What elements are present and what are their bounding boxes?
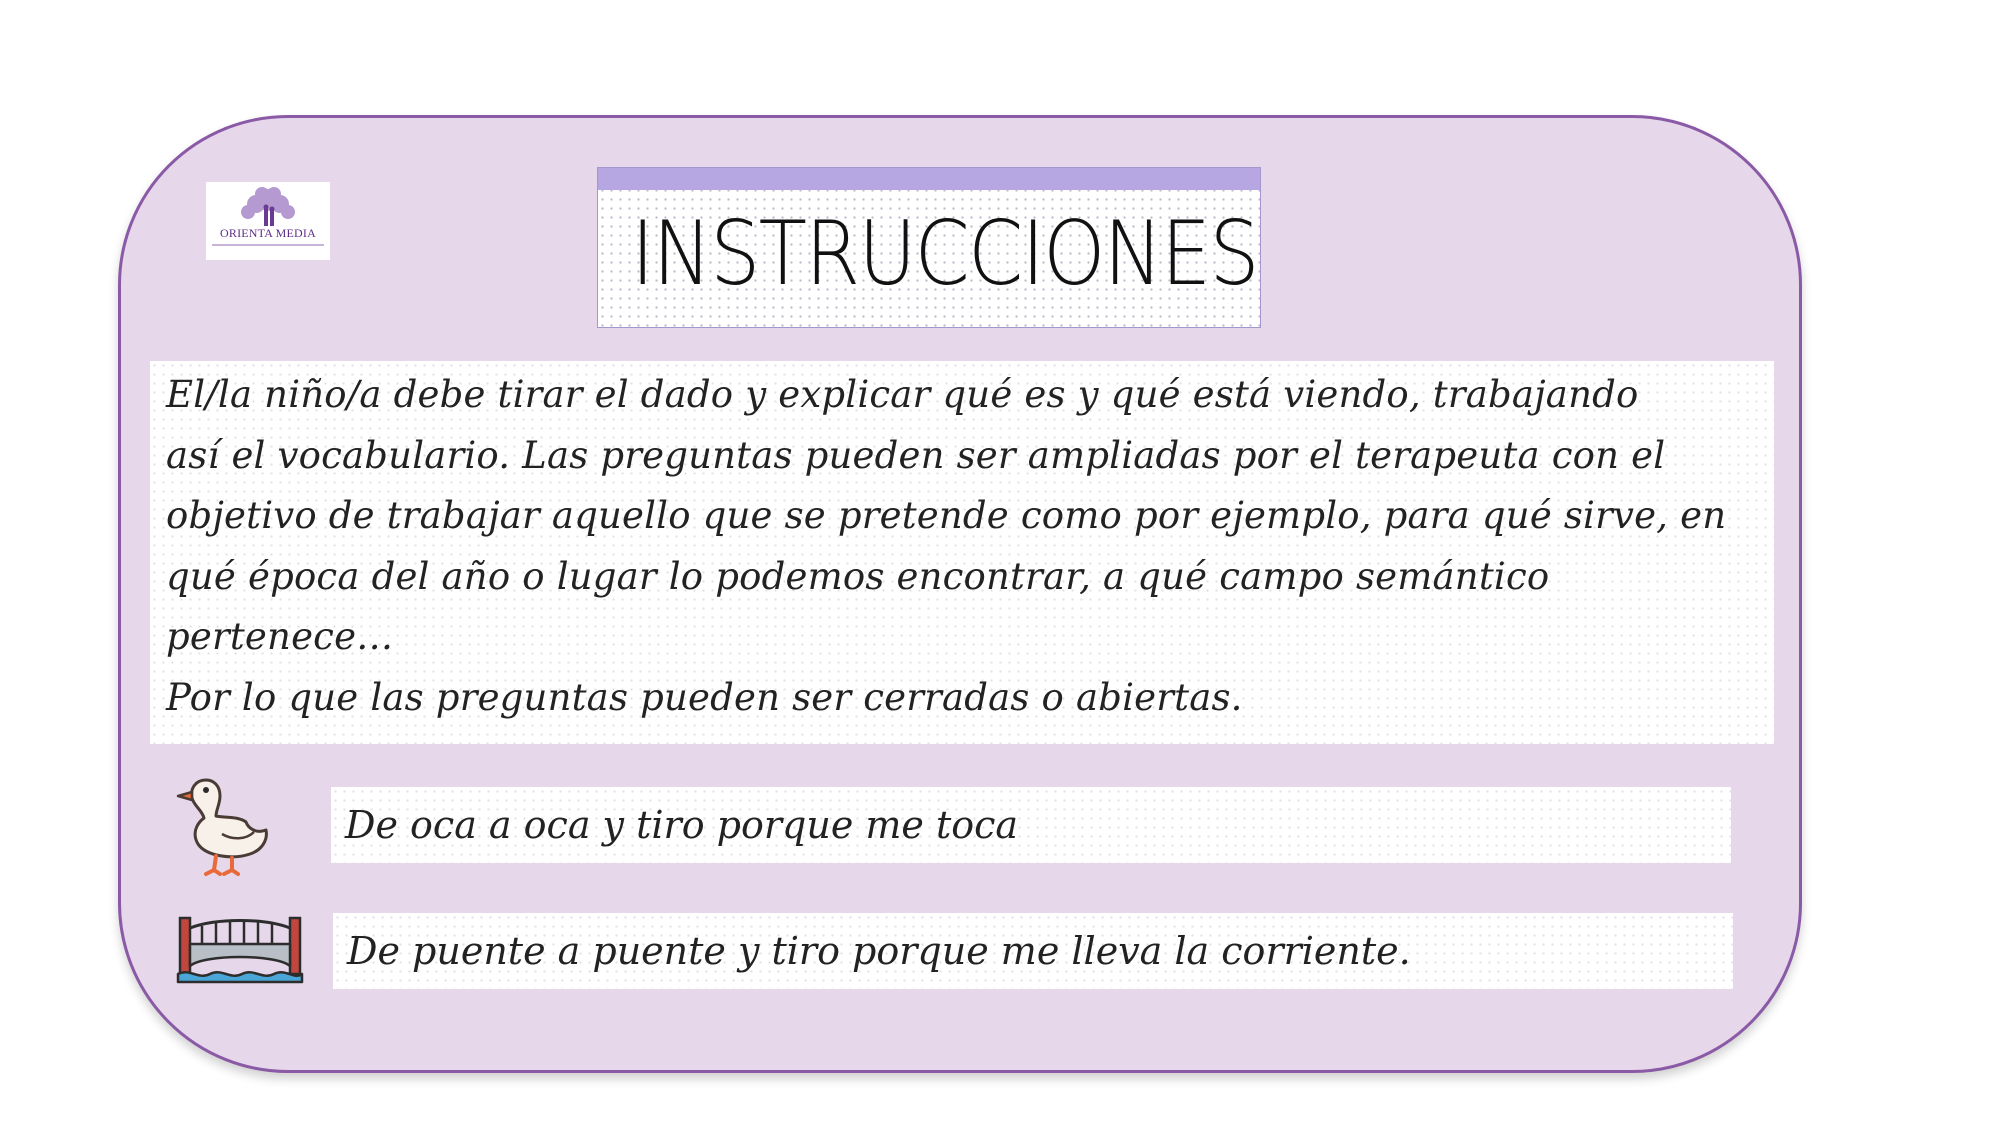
bridge-icon [176,916,304,984]
logo-tagline-line [212,244,324,246]
rule-oca: De oca a oca y tiro porque me toca [331,787,1731,863]
logo-tree-icon [206,182,330,260]
title-box [597,167,1261,328]
instruction-line: El/la niño/a debe tirar el dado y explicar qué es y qué está viendo, trabajando [166,373,1639,416]
duck-icon [176,768,276,878]
instruction-line: qué época del año o lugar lo podemos encontrar, a qué campo semántico [166,554,1550,598]
instruction-line: objetivo de trabajar aquello que se pretende como por ejemplo, para qué sirve, en [166,494,1727,537]
orienta-media-logo [206,182,330,260]
instruction-line: así el vocabulario. Las preguntas pueden ser ampliadas por el terapeuta con el [166,433,1666,477]
title-band [598,168,1260,190]
instructions-text-box [150,361,1774,744]
page-title: INSTRUCCIONES [631,202,1258,305]
instruction-line: pertenece… [166,615,394,658]
rule-puente: De puente a puente y tiro porque me lleva la corriente. [333,913,1733,989]
instruction-line: Por lo que las preguntas pueden ser cerradas o abiertas. [166,675,1243,719]
logo-text: ORIENTA MEDIA [220,226,316,240]
